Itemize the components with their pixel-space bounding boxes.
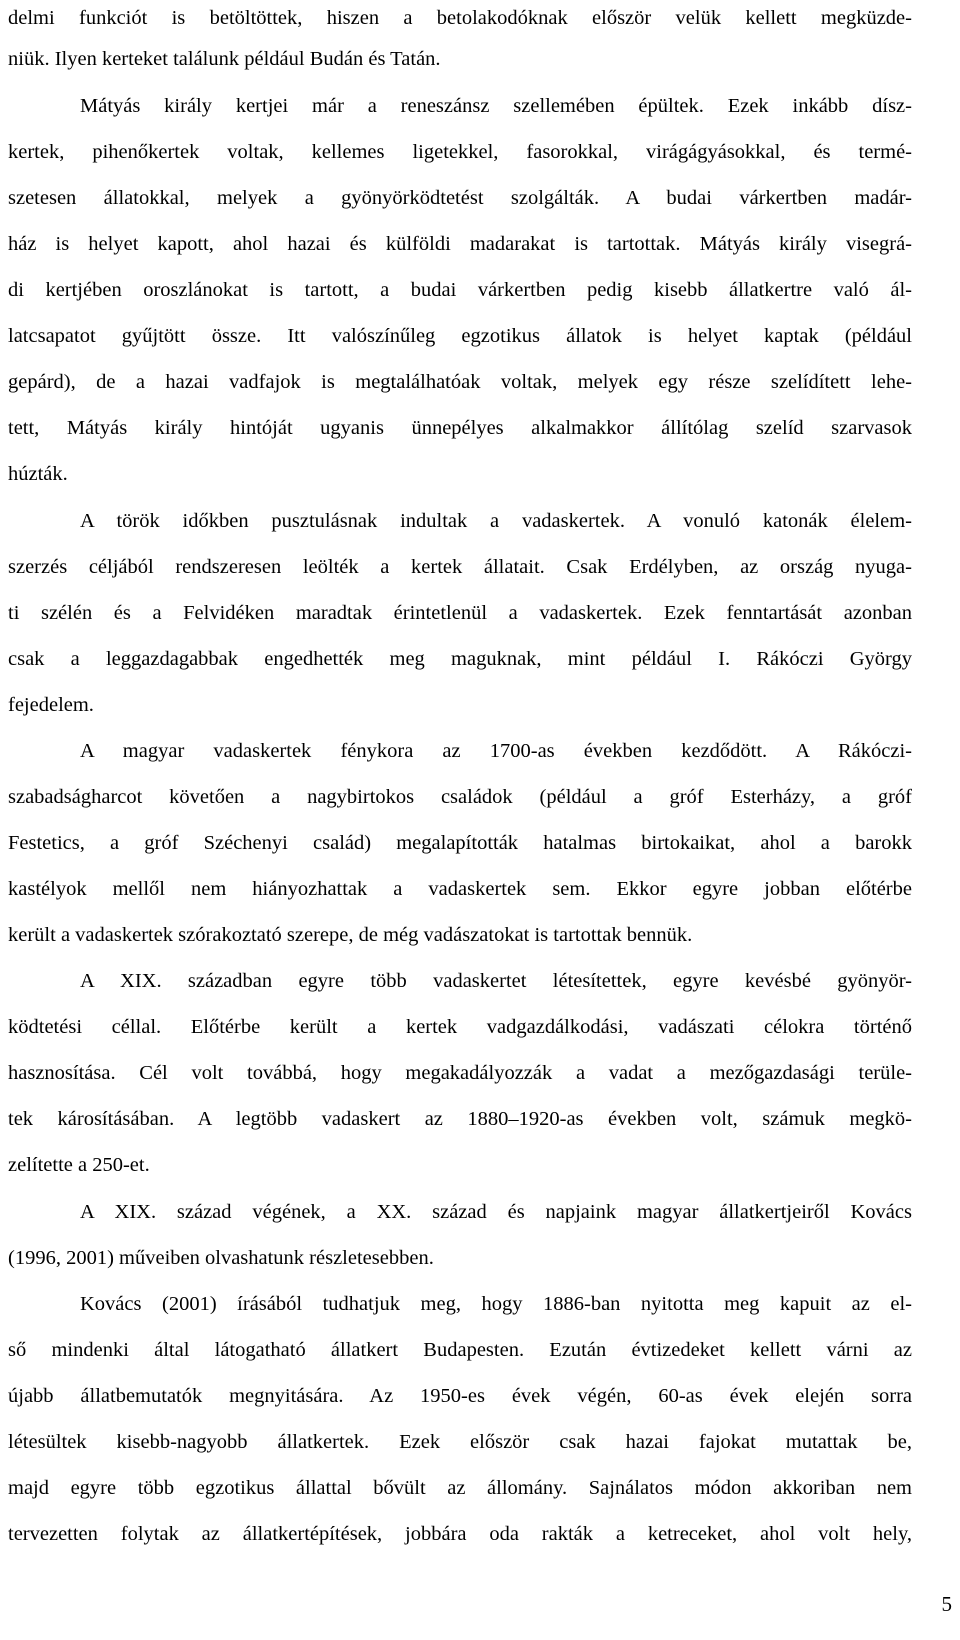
- page-number: 5: [941, 1592, 952, 1616]
- text-line: Mátyás király kertjei már a reneszánsz szellemében épültek. Ezek inkább dísz-: [80, 95, 912, 117]
- text-line: tervezetten folytak az állatkertépítések, jobbára oda rakták a ketreceket, ahol volt hely,: [8, 1523, 912, 1545]
- text-line: hasznosítása. Cél volt továbbá, hogy megakadályozzák a vadat a mezőgazdasági terüle-: [8, 1062, 912, 1084]
- text-line: A XIX. század végének, a XX. század és napjaink magyar állatkertjeiről Kovács: [80, 1201, 912, 1223]
- text-line: A XIX. században egyre több vadaskertet létesítettek, egyre kevésbé gyönyör-: [80, 970, 912, 992]
- text-line: A török időkben pusztulásnak indultak a vadaskertek. A vonuló katonák élelem-: [80, 510, 912, 532]
- text-line: szerzés céljából rendszeresen leölték a kertek állatait. Csak Erdélyben, az ország nyuga-: [8, 556, 912, 578]
- text-line: került a vadaskertek szórakoztató szerepe, de még vadászatokat is tartottak bennük.: [8, 924, 693, 946]
- text-line: zelítette a 250-et.: [8, 1154, 150, 1176]
- text-line: szabadságharcot követően a nagybirtokos családok (például a gróf Esterházy, a gróf: [8, 786, 912, 808]
- text-line: kertek, pihenőkertek voltak, kellemes ligetekkel, fasorokkal, virágágyásokkal, és termé-: [8, 141, 912, 163]
- text-line: újabb állatbemutatók megnyitására. Az 1950-es évek végén, 60-as évek elején sorra: [8, 1385, 912, 1407]
- text-line: ház is helyet kapott, ahol hazai és külföldi madarakat is tartottak. Mátyás király visegrá-: [8, 233, 912, 255]
- text-line: ködtetési céllal. Előtérbe került a kertek vadgazdálkodási, vadászati célokra történő: [8, 1016, 912, 1038]
- text-line: húzták.: [8, 463, 68, 485]
- text-line: (1996, 2001) műveiben olvashatunk részletesebben.: [8, 1247, 434, 1269]
- text-line: Festetics, a gróf Széchenyi család) megalapították hatalmas birtokaikat, ahol a barokk: [8, 832, 912, 854]
- text-line: Kovács (2001) írásából tudhatjuk meg, hogy 1886-ban nyitotta meg kapuit az el-: [80, 1293, 912, 1315]
- text-line: létesültek kisebb-nagyobb állatkertek. Ezek először csak hazai fajokat mutattak be,: [8, 1431, 912, 1453]
- text-line: tek károsításában. A legtöbb vadaskert az 1880–1920-as években volt, számuk megkö-: [8, 1108, 912, 1130]
- text-line: csak a leggazdagabbak engedhették meg maguknak, mint például I. Rákóczi György: [8, 648, 912, 670]
- text-line: fejedelem.: [8, 694, 94, 716]
- text-line: ső mindenki által látogatható állatkert Budapesten. Ezután évtizedeket kellett várni az: [8, 1339, 912, 1361]
- text-line: latcsapatot gyűjtött össze. Itt valószínűleg egzotikus állatok is helyet kaptak (például: [8, 325, 912, 347]
- text-line: majd egyre több egzotikus állattal bővült az állomány. Sajnálatos módon akkoriban nem: [8, 1477, 912, 1499]
- text-line: di kertjében oroszlánokat is tartott, a budai várkertben pedig kisebb állatkertre való ál-: [8, 279, 912, 301]
- text-line: tett, Mátyás király hintóját ugyanis ünnepélyes alkalmakkor állítólag szelíd szarvasok: [8, 417, 912, 439]
- text-line: niük. Ilyen kerteket találunk például Budán és Tatán.: [8, 48, 441, 70]
- text-line: gepárd), de a hazai vadfajok is megtalálhatóak voltak, melyek egy része szelídített lehe-: [8, 371, 912, 393]
- text-line: kastélyok mellől nem hiányozhattak a vadaskertek sem. Ekkor egyre jobban előtérbe: [8, 878, 912, 900]
- text-line: ti szélén és a Felvidéken maradtak érintetlenül a vadaskertek. Ezek fenntartását azonban: [8, 602, 912, 624]
- text-line: delmi funkciót is betöltöttek, hiszen a betolakodóknak először velük kellett megküzde-: [8, 7, 912, 29]
- text-line: A magyar vadaskertek fénykora az 1700-as években kezdődött. A Rákóczi-: [80, 740, 912, 762]
- text-line: szetesen állatokkal, melyek a gyönyörködtetést szolgálták. A budai várkertben madár-: [8, 187, 912, 209]
